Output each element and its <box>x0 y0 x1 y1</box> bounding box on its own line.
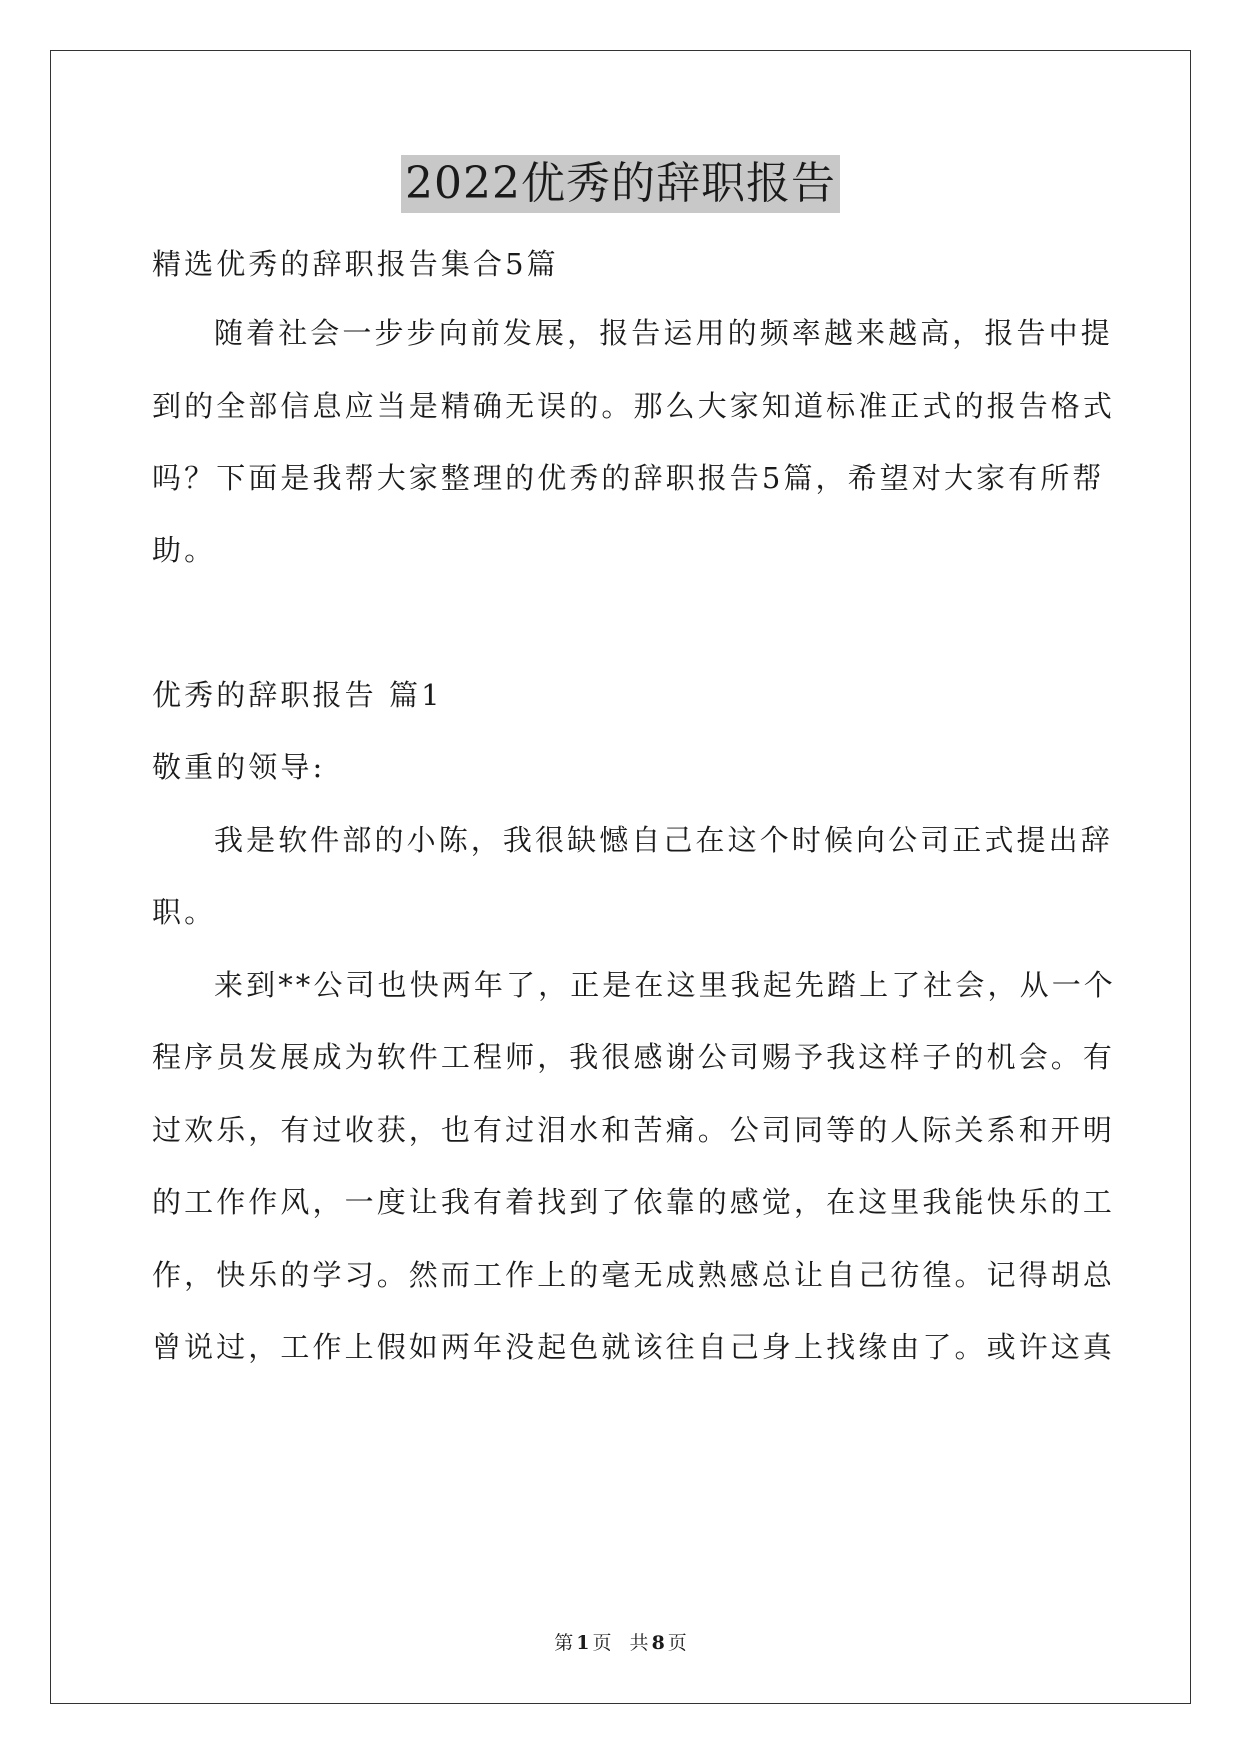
current-page-number: 1 <box>576 1632 590 1654</box>
paragraph-line: 作，快乐的学习。然而工作上的毫无成熟感总让自己彷徨。记得胡总 <box>152 1258 1116 1292</box>
paragraph-line: 我是软件部的小陈，我很缺憾自己在这个时候向公司正式提出辞 <box>214 823 1113 857</box>
intro-line: 吗？下面是我帮大家整理的优秀的辞职报告5篇，希望对大家有所帮 <box>152 461 1105 495</box>
paragraph-line: 来到**公司也快两年了，正是在这里我起先踏上了社会，从一个 <box>214 968 1116 1002</box>
section-heading: 优秀的辞职报告 篇1 <box>152 678 443 712</box>
footer-prefix: 第 <box>554 1632 574 1654</box>
footer-suffix: 页 <box>667 1632 687 1654</box>
title-container <box>0 155 1241 213</box>
footer-mid: 页 共 <box>592 1632 649 1654</box>
intro-line: 助。 <box>152 533 217 567</box>
paragraph-line: 职。 <box>152 895 217 929</box>
paragraph-line: 曾说过，工作上假如两年没起色就该往自己身上找缘由了。或许这真 <box>152 1330 1116 1364</box>
paragraph-line: 的工作作风，一度让我有着找到了依靠的感觉，在这里我能快乐的工 <box>152 1185 1116 1219</box>
paragraph-line: 过欢乐，有过收获，也有过泪水和苦痛。公司同等的人际关系和开明 <box>152 1113 1116 1147</box>
page-border <box>50 50 1191 1704</box>
subtitle: 精选优秀的辞职报告集合5篇 <box>152 247 559 281</box>
intro-line: 随着社会一步步向前发展，报告运用的频率越来越高，报告中提 <box>214 316 1113 350</box>
salutation: 敬重的领导: <box>152 750 326 784</box>
document-title: 2022优秀的辞职报告 <box>401 155 840 213</box>
total-pages-number: 8 <box>651 1632 665 1654</box>
intro-line: 到的全部信息应当是精确无误的。那么大家知道标准正式的报告格式 <box>152 389 1116 423</box>
page-footer <box>0 1628 1241 1655</box>
paragraph-line: 程序员发展成为软件工程师，我很感谢公司赐予我这样子的机会。有 <box>152 1040 1116 1074</box>
